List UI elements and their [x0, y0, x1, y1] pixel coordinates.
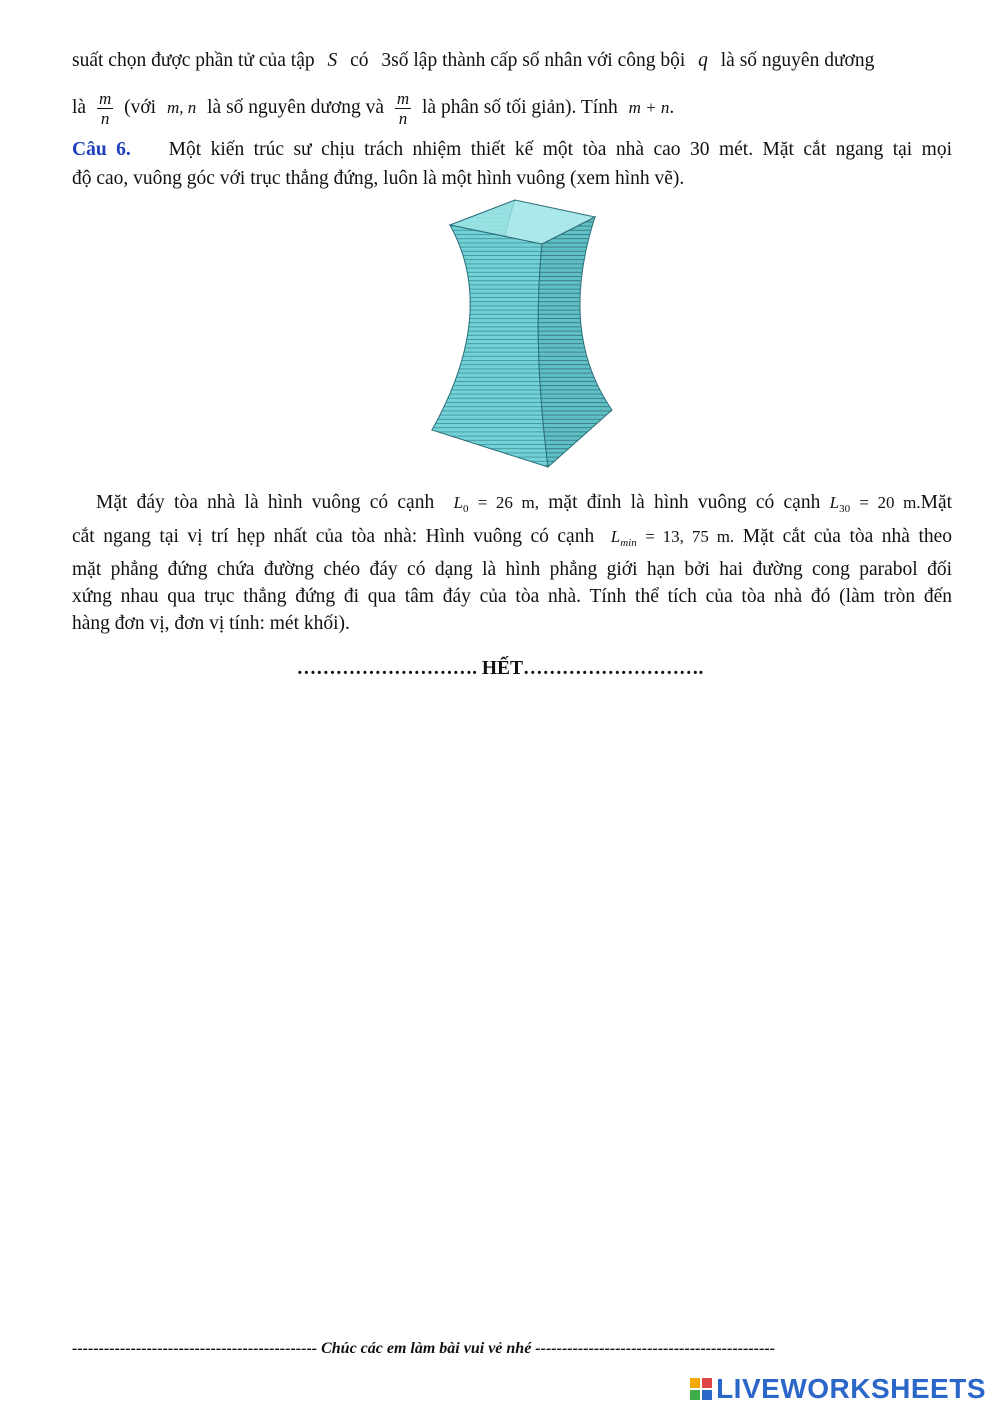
L30-value: = 20 m.	[859, 493, 921, 512]
intro-co: có	[350, 50, 369, 71]
Lmin-subscript: min	[620, 537, 637, 549]
fraction-denominator: n	[100, 109, 110, 129]
end-marker: ………………………. HẾT……………………….	[296, 658, 704, 679]
fraction-m-n	[97, 89, 113, 128]
ratio-q: q	[698, 50, 708, 71]
liveworksheets-logo[interactable]	[690, 1372, 986, 1406]
L30-symbol: L	[829, 493, 840, 512]
logo-text: LIVEWORKSHEETS	[716, 1373, 986, 1404]
body-text-2b: Mặt cắt của tòa nhà theo	[742, 526, 953, 547]
body-line-5	[72, 611, 952, 637]
body-line-3	[72, 557, 952, 583]
intro-three: 3	[381, 50, 392, 71]
L30-subscript: 30	[839, 503, 851, 515]
footer-message: ---------------------------------------------- Chúc các em làm bài vui vẻ nhé ---------------------------------------------	[72, 1340, 776, 1357]
body-text-1c: Mặt	[920, 492, 953, 513]
intro-voi: (với	[124, 97, 157, 118]
body-line-1	[72, 490, 952, 522]
hyperbolic-building-figure	[420, 192, 630, 472]
fraction-numerator: m	[396, 89, 410, 109]
expression-m-plus-n: m + n	[628, 98, 670, 117]
body-line-2	[72, 524, 952, 556]
intro-line-2	[72, 86, 952, 130]
Lmin-value: = 13, 75 m.	[645, 527, 735, 546]
body-line-4	[72, 584, 952, 610]
body-text-3: mặt phẳng đứng chứa đường chéo đáy có dạng là hình phẳng giới hạn bởi hai đường cong parabol đối	[72, 559, 952, 580]
intro-text: suất chọn được phần tử của tập	[72, 50, 315, 71]
intro-rest: số lập thành cấp số nhân với công bội	[391, 50, 686, 71]
Lmin-symbol: L	[610, 527, 621, 546]
body-text-4: xứng nhau qua trục thẳng đứng đi qua tâm đáy của tòa nhà. Tính thể tích của tòa nhà đó (làm tròn đến	[72, 586, 952, 607]
Lmin-expression	[611, 526, 734, 547]
L0-symbol: L	[453, 493, 463, 512]
intro-dot: .	[669, 97, 675, 118]
L0-value: = 26 m,	[477, 493, 539, 512]
L30-expression	[830, 492, 921, 513]
building-right-face	[538, 217, 612, 467]
fraction-denominator: n	[398, 109, 408, 129]
body-text-2a: cắt ngang tại vị trí hẹp nhất của tòa nhà: Hình vuông có cạnh	[72, 526, 595, 547]
body-text-1b: mặt đỉnh là hình vuông có cạnh	[548, 492, 821, 513]
intro-la: là	[72, 97, 87, 118]
L0-expression	[453, 492, 539, 513]
intro-line-1	[72, 48, 952, 74]
set-S: S	[327, 50, 338, 71]
fraction-numerator: m	[98, 89, 112, 109]
intro-mid: là số nguyên dương và	[207, 97, 384, 118]
variables-mn: m, n	[166, 98, 197, 117]
building-left-face	[432, 225, 548, 467]
question-label: Câu 6.	[72, 139, 131, 160]
question-text-2: độ cao, vuông góc với trục thẳng đứng, luôn là một hình vuông (xem hình vẽ).	[72, 168, 685, 189]
question-text-1: Một kiến trúc sư chịu trách nhiệm thiết kế một tòa nhà cao 30 mét. Mặt cắt ngang tại mọi	[168, 139, 953, 160]
body-text-1a: Mặt đáy tòa nhà là hình vuông có cạnh	[96, 492, 435, 513]
intro-end: là số nguyên dương	[720, 50, 875, 71]
fraction-m-n-2	[395, 89, 411, 128]
question-line-1	[72, 137, 952, 163]
question-line-2	[72, 166, 952, 192]
intro-tail: là phân số tối giản). Tính	[422, 97, 618, 118]
liveworksheets-icon	[690, 1378, 712, 1400]
L0-subscript: 0	[462, 503, 469, 515]
body-text-5: hàng đơn vị, đơn vị tính: mét khối).	[72, 613, 350, 634]
